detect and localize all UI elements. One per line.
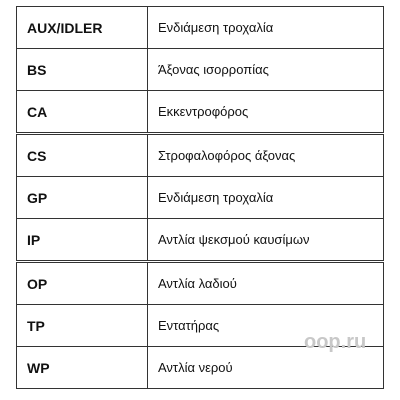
table-row (17, 49, 384, 91)
table-row (17, 219, 384, 262)
table-row (17, 305, 384, 347)
table-row (17, 7, 384, 49)
description-cell: Αντλία νερού (148, 347, 384, 389)
code-cell: IP (17, 219, 148, 262)
code-cell: GP (17, 177, 148, 219)
description-cell: Εκκεντροφόρος (148, 91, 384, 134)
code-cell: WP (17, 347, 148, 389)
code-cell: BS (17, 49, 148, 91)
code-cell: CS (17, 134, 148, 177)
code-cell: TP (17, 305, 148, 347)
code-cell: AUX/IDLER (17, 7, 148, 49)
code-cell: CA (17, 91, 148, 134)
table-row (17, 177, 384, 219)
description-cell: Ενδιάμεση τροχαλία (148, 177, 384, 219)
description-cell: Άξονας ισορροπίας (148, 49, 384, 91)
table-row (17, 347, 384, 389)
table-row (17, 134, 384, 177)
description-cell: Εντατήρας (148, 305, 384, 347)
description-cell: Αντλία ψεκσμού καυσίμων (148, 219, 384, 262)
abbreviation-legend-table (16, 6, 384, 389)
description-cell: Στροφαλοφόρος άξονας (148, 134, 384, 177)
table-row (17, 91, 384, 134)
description-cell: Ενδιάμεση τροχαλία (148, 7, 384, 49)
watermark-text: oop.ru (304, 331, 367, 353)
description-cell: Αντλία λαδιού (148, 262, 384, 305)
code-cell: OP (17, 262, 148, 305)
table-row (17, 262, 384, 305)
